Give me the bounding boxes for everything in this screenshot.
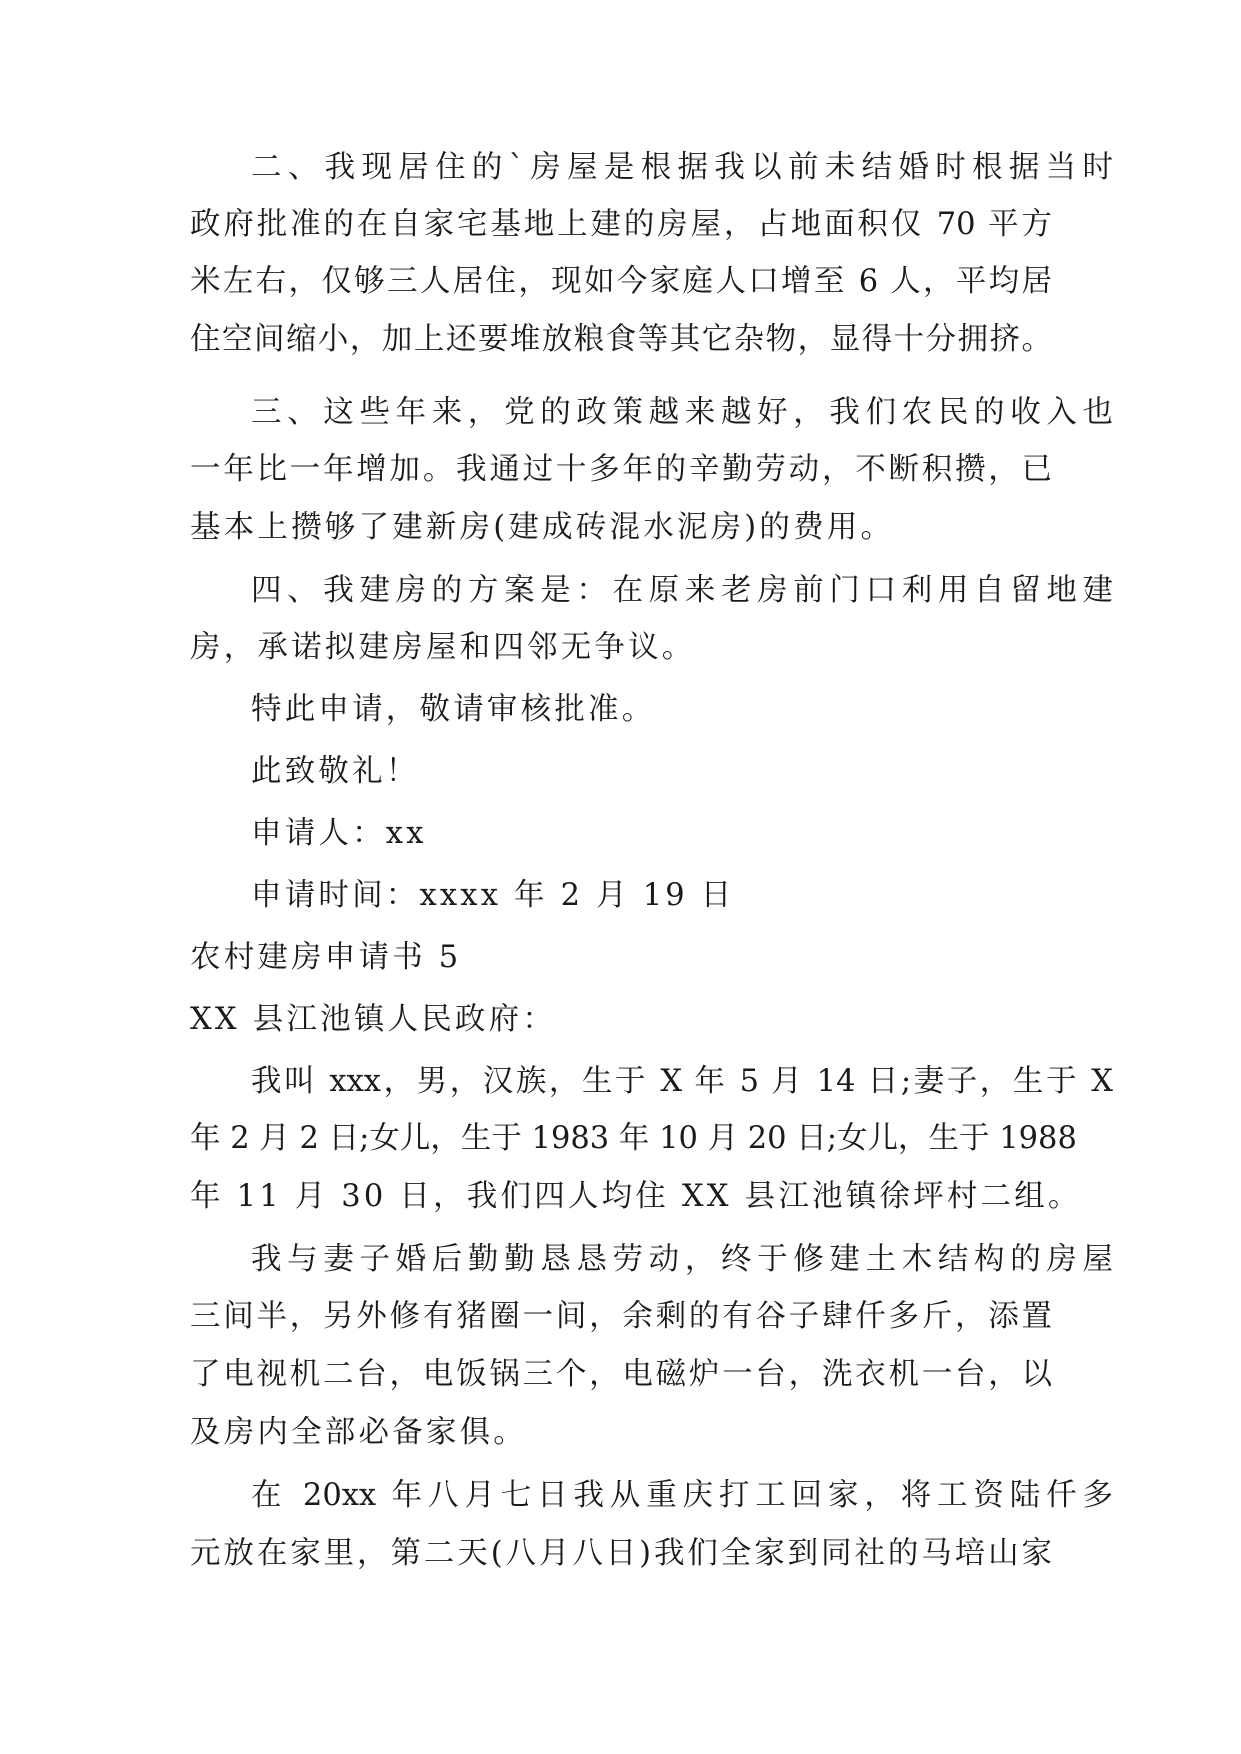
paragraph-6-line-1: 我与妻子婚后勤勤恳恳劳动，终于修建土木结构的房屋 (251, 1242, 1113, 1277)
paragraph-6-line-4: 及房内全部必备家俱。 (190, 1415, 527, 1450)
closing-salute: 此致敬礼！ (251, 754, 420, 789)
paragraph-3-line-2: 一年比一年增加。我通过十多年的辛勤劳动，不断积攒，已 (190, 452, 1052, 487)
paragraph-6-line-2: 三间半，另外修有猪圈一间，余剩的有谷子肆仟多斤，添置 (190, 1299, 1052, 1334)
paragraph-4-line-2: 房，承诺拟建房屋和四邻无争议。 (190, 630, 696, 665)
paragraph-3-line-1: 三、这些年来，党的政策越来越好，我们农民的收入也 (251, 395, 1113, 430)
paragraph-2-line-2: 政府批准的在自家宅基地上建的房屋，占地面积仅 70 平方 (190, 207, 1052, 242)
section-title: 农村建房申请书 5 (190, 940, 462, 975)
addressee: XX 县江池镇人民政府： (190, 1002, 557, 1037)
paragraph-5-line-1: 我叫 xxx，男，汉族，生于 X 年 5 月 14 日;妻子，生于 X (251, 1064, 1113, 1099)
paragraph-2-line-1: 二、我现居住的`房屋是根据我以前未结婚时根据当时 (251, 150, 1113, 185)
paragraph-5-line-3: 年 11 月 30 日，我们四人均住 XX 县江池镇徐坪村二组。 (190, 1179, 1082, 1214)
paragraph-7-line-1: 在 20xx 年八月七日我从重庆打工回家，将工资陆仟多 (251, 1478, 1113, 1513)
paragraph-3-line-3: 基本上攒够了建新房(建成砖混水泥房)的费用。 (190, 510, 895, 545)
paragraph-2-line-4: 住空间缩小，加上还要堆放粮食等其它杂物，显得十分拥挤。 (190, 322, 1052, 357)
closing-request: 特此申请，敬请审核批准。 (251, 692, 656, 727)
applicant: 申请人：xx (251, 816, 427, 851)
paragraph-6-line-3: 了电视机二台，电饭锅三个，电磁炉一台，洗衣机一台，以 (190, 1357, 1052, 1392)
paragraph-5-line-2: 年 2 月 2 日;女儿，生于 1983 年 10 月 20 日;女儿，生于 1988 (190, 1121, 1077, 1156)
paragraph-2-line-3: 米左右，仅够三人居住，现如今家庭人口增至 6 人，平均居 (190, 264, 1052, 299)
paragraph-4-line-1: 四、我建房的方案是：在原来老房前门口利用自留地建 (251, 573, 1113, 608)
application-date: 申请时间：xxxx 年 2 月 19 日 (251, 878, 735, 913)
paragraph-7-line-2: 元放在家里，第二天(八月八日)我们全家到同社的马培山家 (190, 1536, 1052, 1571)
